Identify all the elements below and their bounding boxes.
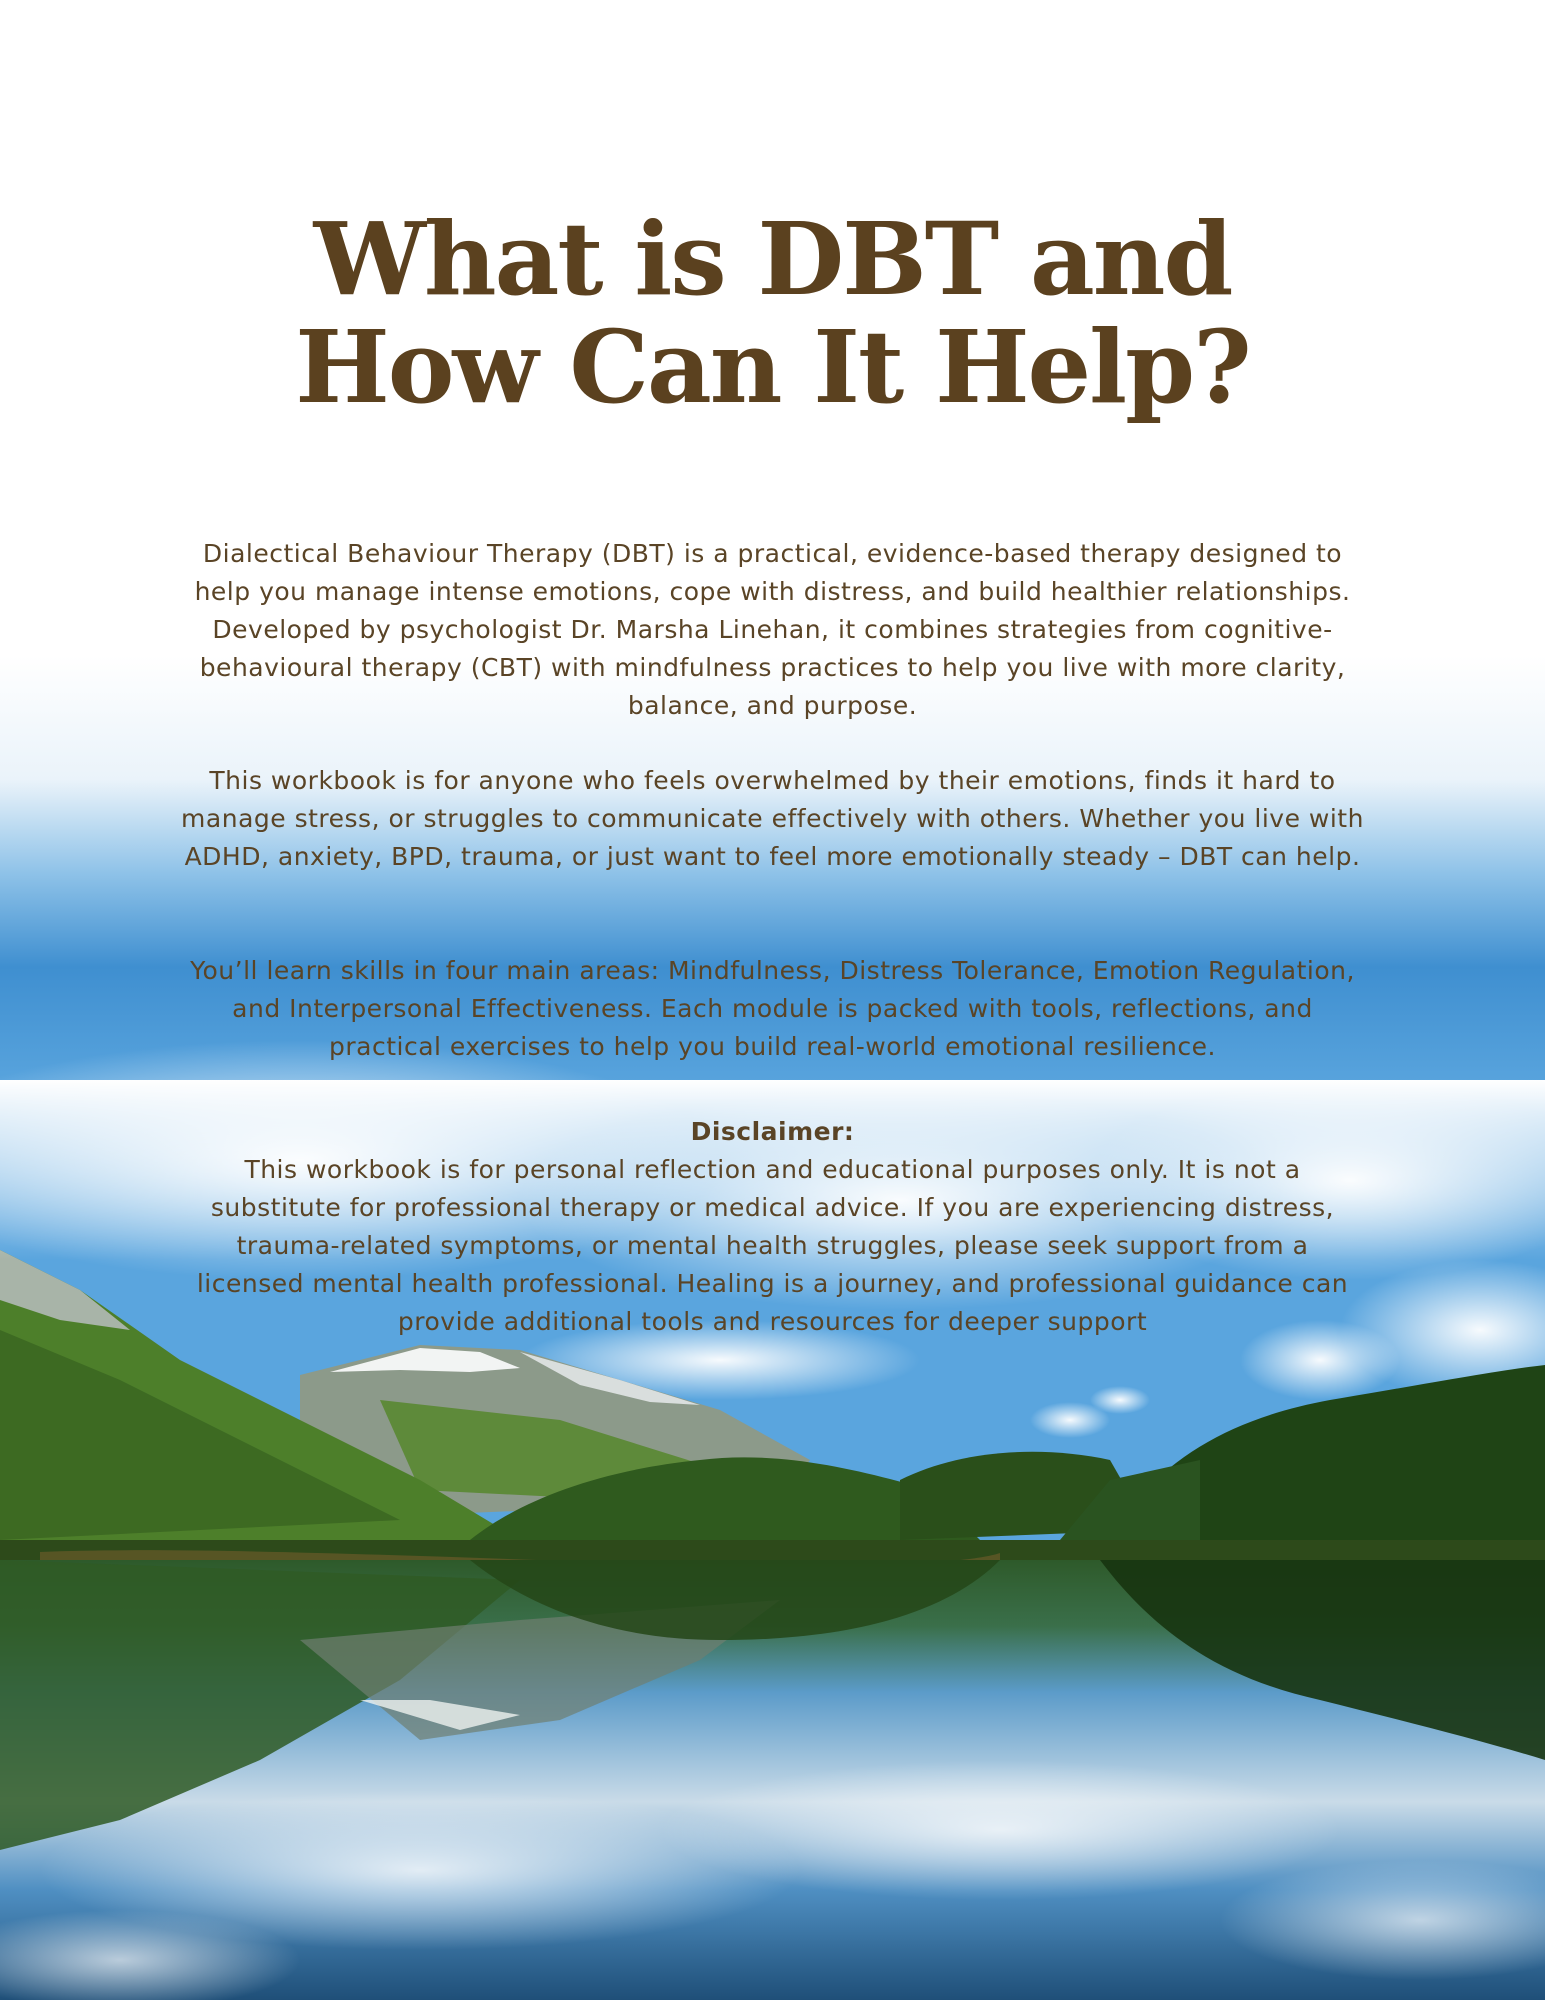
disclaimer-heading: Disclaimer:: [690, 1117, 855, 1146]
disclaimer-text: This workbook is for personal reflection and educational purposes only. It is not a substitute for professional therapy or medical advice. If you are experiencing distress, trauma-related symptoms, or mental health struggles, please seek support from a licensed mental health professional. Healing is a journey, and professional guidance can provide additional tools and resources for deeper support: [196, 1155, 1349, 1336]
disclaimer: [180, 1113, 1365, 1341]
intro-paragraph: [180, 535, 1365, 725]
page-title: [0, 200, 1545, 426]
paragraph-text: You’ll learn skills in four main areas: Mindfulness, Distress Tolerance, Emotion Regulation, and Interpersonal Effectiveness. Each module is packed with tools, reflections, and practical exercises to help you build real-world emotional resilience.: [190, 956, 1355, 1061]
paragraph-text: Dialectical Behaviour Therapy (DBT) is a practical, evidence-based therapy designed to help you manage intense emotions, cope with distress, and build healthier relationships. Developed by psychologist Dr. Marsha Linehan, it combines strategies from cognitive-behavioural therapy (CBT) with mindfulness practices to help you live with more clarity, balance, and purpose.: [194, 539, 1351, 720]
skills-paragraph: [180, 952, 1365, 1066]
paragraph-text: This workbook is for anyone who feels overwhelmed by their emotions, finds it hard to manage stress, or struggles to communicate effectively with others. Whether you live with ADHD, anxiety, BPD, trauma, or just want to feel more emotionally steady – DBT can help.: [181, 766, 1364, 871]
audience-paragraph: [180, 762, 1365, 876]
title-line-2: How Can It Help?: [295, 308, 1250, 426]
title-line-1: What is DBT and: [313, 200, 1232, 318]
